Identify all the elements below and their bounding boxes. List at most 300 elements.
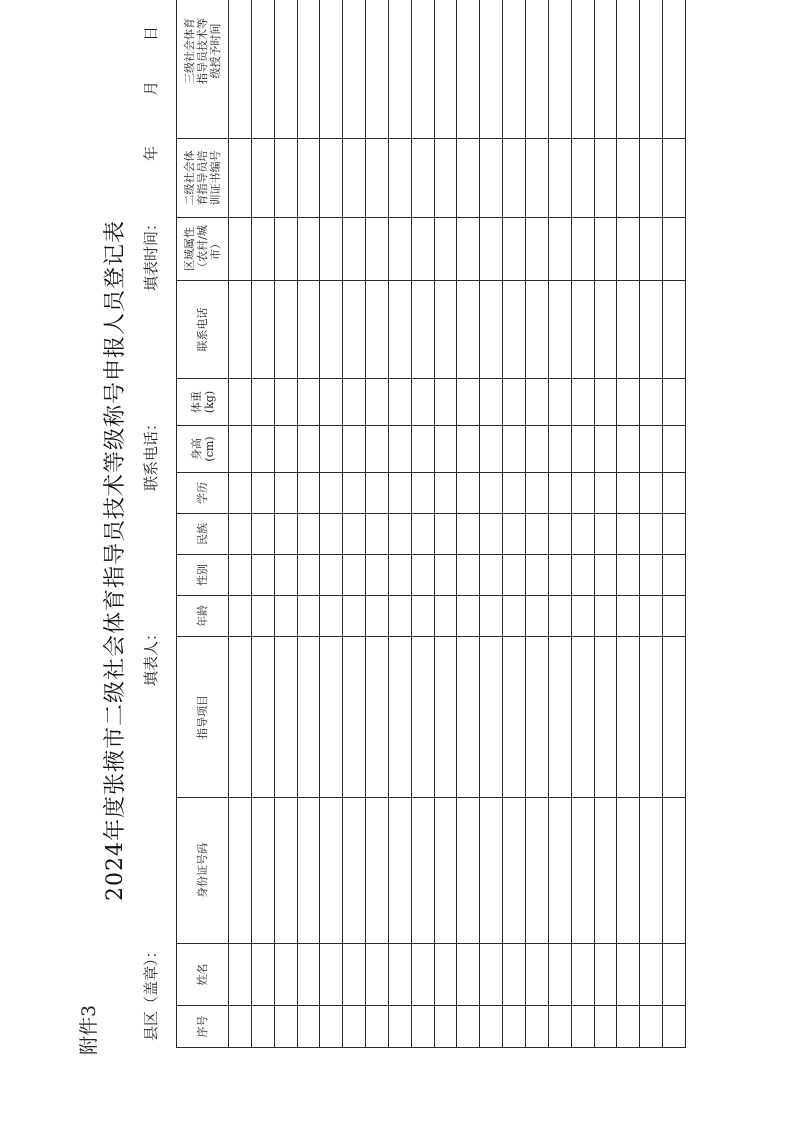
table-row: [663, 0, 686, 1048]
table-cell: [366, 1006, 389, 1048]
table-cell: [366, 596, 389, 637]
column-header: [177, 379, 229, 426]
table-cell: [411, 218, 434, 281]
table-cell: [251, 596, 274, 637]
table-cell: [663, 139, 686, 218]
table-cell: [411, 139, 434, 218]
table-row: [274, 0, 297, 1048]
table-cell: [366, 555, 389, 596]
column-header-label: 姓名: [196, 963, 209, 986]
table-cell: [594, 596, 617, 637]
table-cell: [640, 473, 663, 514]
table-cell: [229, 596, 252, 637]
table-cell: [525, 637, 548, 798]
table-body: [229, 0, 686, 1048]
table-cell: [594, 473, 617, 514]
table-cell: [640, 944, 663, 1006]
table-cell: [457, 1006, 480, 1048]
table-cell: [320, 218, 343, 281]
table-cell: [480, 637, 503, 798]
table-cell: [343, 139, 366, 218]
table-cell: [617, 1006, 640, 1048]
table-cell: [525, 596, 548, 637]
table-cell: [640, 218, 663, 281]
table-cell: [343, 555, 366, 596]
table-cell: [251, 1006, 274, 1048]
table-cell: [366, 944, 389, 1006]
table-cell: [503, 514, 526, 555]
table-row: [640, 0, 663, 1048]
table-cell: [251, 514, 274, 555]
table-cell: [480, 281, 503, 379]
table-cell: [571, 637, 594, 798]
table-cell: [274, 379, 297, 426]
table-cell: [229, 426, 252, 473]
table-cell: [663, 473, 686, 514]
table-cell: [663, 379, 686, 426]
table-cell: [434, 596, 457, 637]
table-cell: [617, 426, 640, 473]
table-cell: [548, 139, 571, 218]
table-cell: [297, 139, 320, 218]
document-title: 2024年度张掖市二级社会体育指导员技术等级称号申报人员登记表: [103, 220, 128, 901]
table-cell: [229, 473, 252, 514]
table-cell: [640, 139, 663, 218]
table-row: [617, 0, 640, 1048]
table-cell: [343, 473, 366, 514]
table-cell: [366, 218, 389, 281]
table-cell: [640, 596, 663, 637]
table-cell: [366, 0, 389, 139]
table-cell: [503, 281, 526, 379]
column-header: [177, 555, 229, 596]
table-cell: [480, 426, 503, 473]
registration-table: [176, 0, 686, 1048]
column-header-label: 性别: [196, 564, 209, 586]
column-header: [177, 596, 229, 637]
table-cell: [388, 555, 411, 596]
table-cell: [503, 426, 526, 473]
fill-date-label: 填表时间：: [142, 215, 160, 291]
table-cell: [434, 473, 457, 514]
table-cell: [274, 637, 297, 798]
table-cell: [617, 514, 640, 555]
table-cell: [320, 596, 343, 637]
table-cell: [343, 218, 366, 281]
table-cell: [274, 218, 297, 281]
table-cell: [388, 944, 411, 1006]
table-cell: [571, 281, 594, 379]
table-cell: [457, 944, 480, 1006]
table-cell: [343, 514, 366, 555]
table-cell: [434, 514, 457, 555]
table-cell: [434, 1006, 457, 1048]
table-cell: [320, 1006, 343, 1048]
table-cell: [480, 473, 503, 514]
table-cell: [388, 637, 411, 798]
table-cell: [343, 798, 366, 944]
table-cell: [548, 798, 571, 944]
table-cell: [320, 0, 343, 139]
table-cell: [480, 1006, 503, 1048]
table-cell: [663, 596, 686, 637]
table-row: [251, 0, 274, 1048]
table-cell: [525, 555, 548, 596]
table-cell: [411, 596, 434, 637]
table-row: [297, 0, 320, 1048]
table-row: [343, 0, 366, 1048]
table-cell: [503, 379, 526, 426]
table-cell: [617, 637, 640, 798]
table-cell: [229, 218, 252, 281]
table-cell: [297, 514, 320, 555]
table-cell: [640, 379, 663, 426]
table-cell: [343, 281, 366, 379]
table-cell: [297, 379, 320, 426]
table-row: [548, 0, 571, 1048]
table-cell: [525, 944, 548, 1006]
table-cell: [617, 944, 640, 1006]
table-cell: [640, 798, 663, 944]
table-cell: [640, 281, 663, 379]
table-cell: [297, 0, 320, 139]
table-cell: [320, 798, 343, 944]
column-header-label: 序号: [196, 1015, 209, 1038]
table-cell: [571, 379, 594, 426]
table-row: [320, 0, 343, 1048]
table-cell: [571, 473, 594, 514]
table-cell: [366, 139, 389, 218]
table-cell: [297, 281, 320, 379]
table-cell: [229, 944, 252, 1006]
table-cell: [229, 0, 252, 139]
table-cell: [571, 514, 594, 555]
table-cell: [571, 596, 594, 637]
table-cell: [503, 0, 526, 139]
table-cell: [343, 0, 366, 139]
table-cell: [251, 473, 274, 514]
table-row: [434, 0, 457, 1048]
table-cell: [434, 944, 457, 1006]
table-cell: [411, 379, 434, 426]
table-cell: [663, 0, 686, 139]
table-cell: [571, 0, 594, 139]
table-cell: [366, 798, 389, 944]
table-cell: [548, 281, 571, 379]
table-cell: [503, 596, 526, 637]
table-row: [571, 0, 594, 1048]
table-cell: [297, 555, 320, 596]
table-cell: [229, 514, 252, 555]
column-header: [177, 637, 229, 798]
table-cell: [480, 944, 503, 1006]
table-cell: [640, 555, 663, 596]
table-cell: [663, 281, 686, 379]
table-cell: [503, 218, 526, 281]
table-cell: [457, 473, 480, 514]
table-cell: [274, 798, 297, 944]
table-cell: [434, 426, 457, 473]
table-cell: [320, 514, 343, 555]
table-cell: [548, 0, 571, 139]
table-row: [229, 0, 252, 1048]
table-cell: [663, 514, 686, 555]
table-cell: [343, 944, 366, 1006]
table-cell: [571, 944, 594, 1006]
table-cell: [571, 218, 594, 281]
table-cell: [663, 1006, 686, 1048]
table-cell: [388, 0, 411, 139]
table-cell: [297, 218, 320, 281]
table-cell: [297, 798, 320, 944]
table-cell: [594, 426, 617, 473]
table-cell: [548, 473, 571, 514]
table-cell: [548, 379, 571, 426]
fill-date-year: 年: [142, 145, 160, 161]
table-cell: [457, 139, 480, 218]
table-cell: [663, 555, 686, 596]
table-cell: [366, 379, 389, 426]
table-cell: [297, 944, 320, 1006]
table-cell: [229, 379, 252, 426]
table-cell: [274, 596, 297, 637]
table-cell: [411, 0, 434, 139]
table-row: [480, 0, 503, 1048]
table-cell: [274, 0, 297, 139]
table-cell: [503, 798, 526, 944]
table-cell: [388, 379, 411, 426]
table-cell: [457, 596, 480, 637]
table-cell: [229, 798, 252, 944]
table-cell: [617, 379, 640, 426]
table-cell: [411, 426, 434, 473]
table-cell: [457, 426, 480, 473]
table-row: [388, 0, 411, 1048]
table-cell: [434, 798, 457, 944]
table-cell: [548, 637, 571, 798]
table-cell: [388, 139, 411, 218]
table-cell: [297, 637, 320, 798]
table-cell: [480, 139, 503, 218]
table-row: [457, 0, 480, 1048]
table-cell: [594, 281, 617, 379]
table-cell: [525, 514, 548, 555]
column-header: [177, 218, 229, 281]
table-cell: [640, 426, 663, 473]
table-cell: [594, 514, 617, 555]
table-cell: [640, 514, 663, 555]
table-cell: [663, 218, 686, 281]
table-cell: [457, 555, 480, 596]
table-cell: [434, 555, 457, 596]
table-cell: [411, 944, 434, 1006]
table-cell: [617, 281, 640, 379]
table-cell: [366, 426, 389, 473]
table-cell: [229, 139, 252, 218]
table-cell: [480, 218, 503, 281]
table-cell: [548, 426, 571, 473]
table-cell: [457, 281, 480, 379]
table-cell: [388, 473, 411, 514]
table-cell: [571, 798, 594, 944]
table-cell: [525, 798, 548, 944]
table-cell: [617, 218, 640, 281]
column-header: [177, 944, 229, 1006]
table-cell: [388, 596, 411, 637]
table-cell: [434, 218, 457, 281]
table-cell: [663, 426, 686, 473]
table-cell: [617, 139, 640, 218]
column-header-label: 联系电话: [196, 307, 209, 352]
table-cell: [594, 0, 617, 139]
table-cell: [548, 218, 571, 281]
table-cell: [251, 555, 274, 596]
table-cell: [229, 281, 252, 379]
table-cell: [251, 426, 274, 473]
table-cell: [571, 1006, 594, 1048]
column-header-label: 年龄: [196, 605, 209, 627]
column-header-label: 身高 (cm): [189, 436, 216, 462]
table-cell: [548, 596, 571, 637]
table-cell: [480, 514, 503, 555]
table-cell: [480, 555, 503, 596]
table-cell: [411, 798, 434, 944]
column-header-label: 区域属性 （农村/城 市）: [183, 225, 222, 273]
table-cell: [411, 514, 434, 555]
table-cell: [594, 379, 617, 426]
table-cell: [251, 218, 274, 281]
table-cell: [594, 944, 617, 1006]
table-cell: [343, 637, 366, 798]
table-cell: [503, 637, 526, 798]
table-cell: [457, 218, 480, 281]
fill-date-day: 日: [142, 25, 160, 41]
column-header: [177, 0, 229, 139]
table-cell: [251, 0, 274, 139]
table-cell: [411, 555, 434, 596]
table-cell: [388, 426, 411, 473]
table-cell: [343, 379, 366, 426]
table-cell: [503, 944, 526, 1006]
table-cell: [388, 281, 411, 379]
table-cell: [571, 426, 594, 473]
column-header-label: 三级社会体育 指导员技术等 级授予时间: [183, 18, 222, 84]
column-header: [177, 514, 229, 555]
table-cell: [548, 555, 571, 596]
table-cell: [640, 637, 663, 798]
table-cell: [320, 379, 343, 426]
table-cell: [297, 426, 320, 473]
table-cell: [457, 514, 480, 555]
table-cell: [251, 139, 274, 218]
table-cell: [320, 139, 343, 218]
table-cell: [525, 426, 548, 473]
table-cell: [503, 473, 526, 514]
table-cell: [411, 473, 434, 514]
table-cell: [457, 798, 480, 944]
table-cell: [320, 426, 343, 473]
table-cell: [548, 514, 571, 555]
table-cell: [251, 281, 274, 379]
table-cell: [343, 1006, 366, 1048]
table-cell: [480, 596, 503, 637]
column-header: [177, 473, 229, 514]
column-header-label: 学历: [196, 482, 209, 504]
table-cell: [663, 798, 686, 944]
table-row: [366, 0, 389, 1048]
table-cell: [251, 798, 274, 944]
table-cell: [366, 514, 389, 555]
table-cell: [480, 798, 503, 944]
table-cell: [571, 555, 594, 596]
table-cell: [297, 596, 320, 637]
table-cell: [411, 1006, 434, 1048]
table-cell: [434, 139, 457, 218]
table-cell: [229, 637, 252, 798]
table-cell: [594, 218, 617, 281]
table-cell: [594, 139, 617, 218]
table-cell: [503, 1006, 526, 1048]
table-cell: [617, 555, 640, 596]
column-header-label: 体重 (kg): [189, 390, 216, 414]
table-cell: [548, 1006, 571, 1048]
table-cell: [274, 473, 297, 514]
table-cell: [366, 281, 389, 379]
table-cell: [388, 798, 411, 944]
column-header: [177, 1006, 229, 1048]
table-cell: [594, 1006, 617, 1048]
table-cell: [525, 139, 548, 218]
table-cell: [366, 637, 389, 798]
table-cell: [251, 944, 274, 1006]
table-cell: [274, 281, 297, 379]
table-cell: [503, 139, 526, 218]
column-header-label: 指导项目: [196, 695, 209, 739]
table-cell: [274, 555, 297, 596]
table-cell: [525, 218, 548, 281]
table-cell: [388, 218, 411, 281]
table-cell: [297, 1006, 320, 1048]
table-cell: [229, 555, 252, 596]
table-cell: [457, 637, 480, 798]
table-cell: [571, 139, 594, 218]
table-cell: [274, 139, 297, 218]
table-cell: [274, 1006, 297, 1048]
table-cell: [434, 281, 457, 379]
table-cell: [320, 281, 343, 379]
table-cell: [480, 0, 503, 139]
table-cell: [617, 473, 640, 514]
column-header-label: 身份证号码: [196, 843, 209, 898]
table-cell: [297, 473, 320, 514]
table-cell: [274, 514, 297, 555]
table-cell: [274, 944, 297, 1006]
table-cell: [457, 379, 480, 426]
column-header: [177, 426, 229, 473]
table-cell: [525, 379, 548, 426]
table-cell: [525, 0, 548, 139]
table-cell: [411, 637, 434, 798]
table-cell: [366, 473, 389, 514]
fill-date-month: 月: [142, 80, 160, 96]
table-cell: [480, 379, 503, 426]
table-cell: [663, 944, 686, 1006]
table-cell: [640, 0, 663, 139]
table-cell: [640, 1006, 663, 1048]
table-cell: [320, 944, 343, 1006]
table-cell: [663, 637, 686, 798]
table-cell: [411, 281, 434, 379]
